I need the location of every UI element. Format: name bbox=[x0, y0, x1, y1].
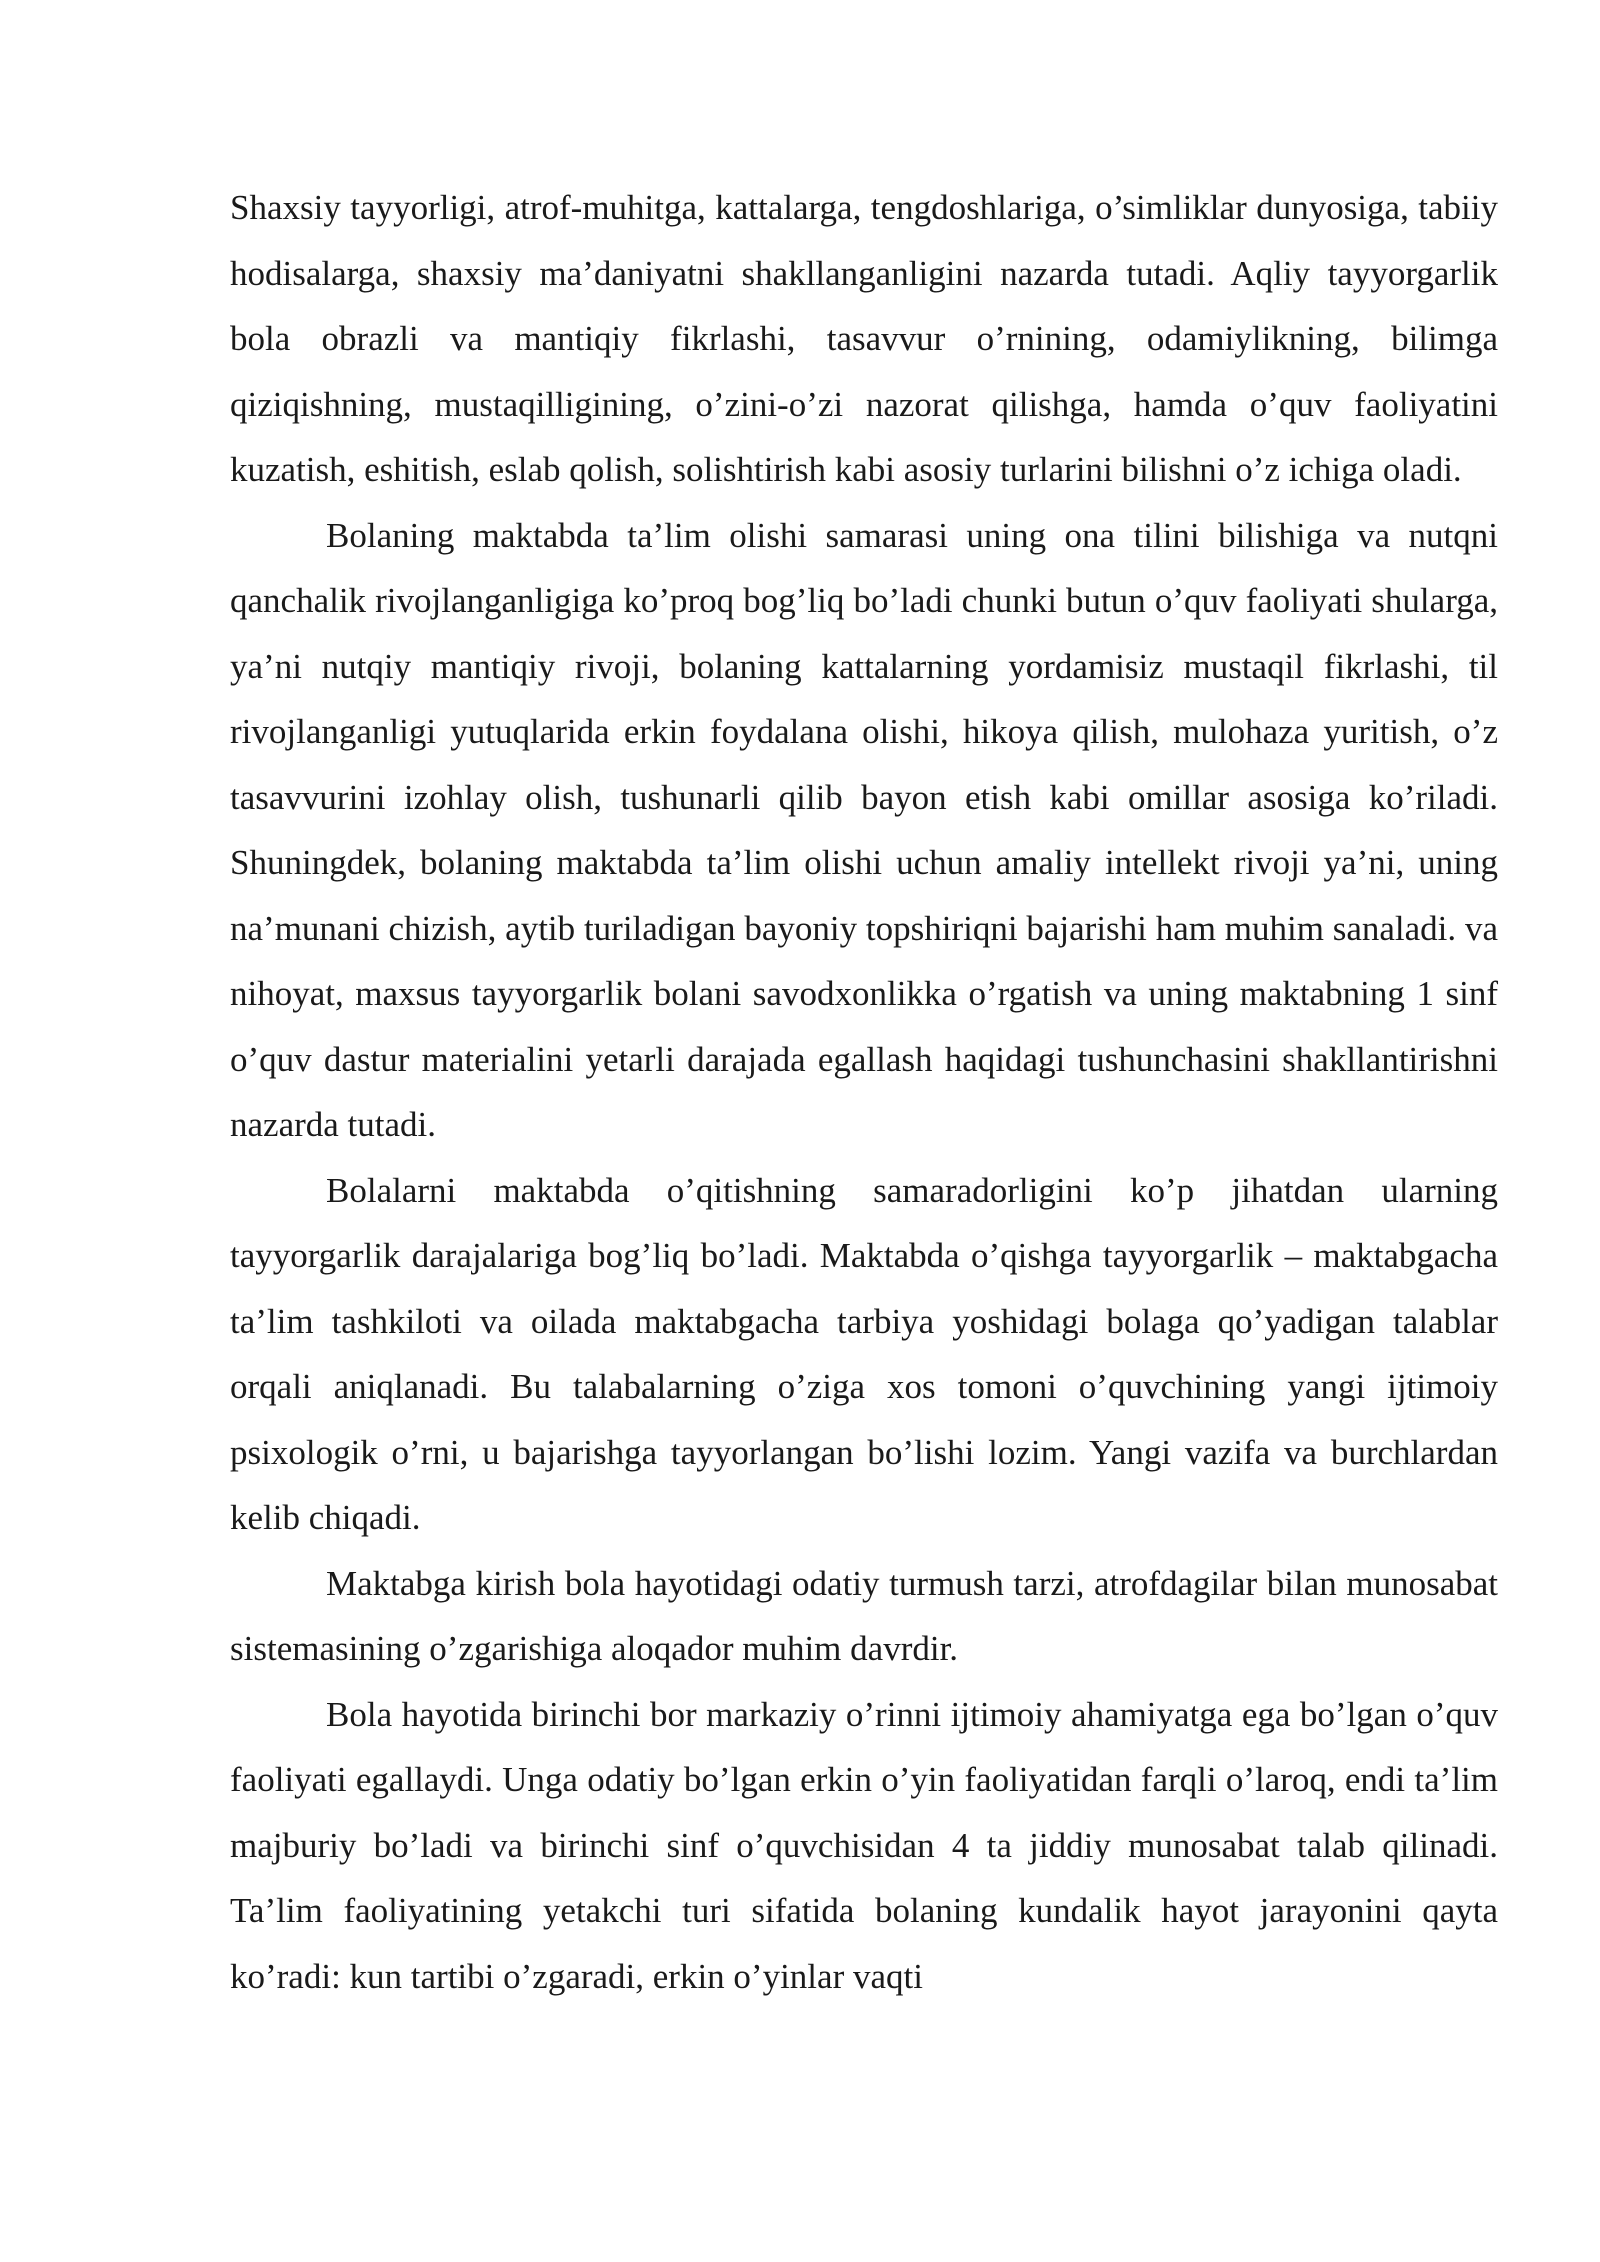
paragraph-2: Bolaning maktabda ta’lim olishi samarasi uning ona tilini bilishiga va nutqni qanchalik rivojlanganligiga ko’proq bog’liq bo’ladi chunki butun o’quv faoliyati shularga, ya’ni nutqiy mantiqiy rivoji, bolaning kattalarning yordamisiz mustaqil fikrlashi, til rivojlanganligi yutuqlarida erkin foydalana olishi, hikoya qilish, mulohaza yuritish, o’z tasavvurini izohlay olish, tushunarli qilib bayon etish kabi omillar asosiga ko’riladi. Shuningdek, bolaning maktabda ta’lim olishi uchun amaliy intellekt rivoji ya’ni, uning na’munani chizish, aytib turiladigan bayoniy topshiriqni bajarishi ham muhim sanaladi. va nihoyat, maxsus tayyorgarlik bolani savodxonlikka o’rgatish va uning maktabning 1 sinf o’quv dastur materialini yetarli darajada egallash haqidagi tushunchasini shakllantirishni nazarda tutadi. bbox=[230, 515, 1498, 1144]
paragraph-4: Maktabga kirish bola hayotidagi odatiy turmush tarzi, atrofdagilar bilan munosabat sistemasining o’zgarishiga aloqador muhim davrdir. bbox=[230, 1563, 1498, 1668]
paragraph-1: Shaxsiy tayyorligi, atrof-muhitga, kattalarga, tengdoshlariga, o’simliklar dunyosiga, tabiiy hodisalarga, shaxsiy ma’daniyatni shakllanganligini nazarda tutadi. Aqliy tayyorgarlik bola obrazli va mantiqiy fikrlashi, tasavvur o’rnining, odamiylikning, bilimga qiziqishning, mustaqilligining, o’zini-o’zi nazorat qilishga, hamda o’quv faoliyatini kuzatish, eshitish, eslab qolish, solishtirish kabi asosiy turlarini bilishni o’z ichiga oladi. bbox=[230, 188, 1498, 489]
paragraph-5: Bola hayotida birinchi bor markaziy o’rinni ijtimoiy ahamiyatga ega bo’lgan o’quv faoliyati egallaydi. Unga odatiy bo’lgan erkin o’yin faoliyatidan farqli o’laroq, endi ta’lim majburiy bo’ladi va birinchi sinf o’quvchisidan 4 ta jiddiy munosabat talab qilinadi. Ta’lim faoliyatining yetakchi turi sifatida bolaning kundalik hayot jarayonini qayta ko’radi: kun tartibi o’zgaradi, erkin o’yinlar vaqti bbox=[230, 1694, 1498, 1996]
paragraph-3: Bolalarni maktabda o’qitishning samaradorligini ko’p jihatdan ularning tayyorgarlik darajalariga bog’liq bo’ladi. Maktabda o’qishga tayyorgarlik – maktabgacha ta’lim tashkiloti va oilada maktabgacha tarbiya yoshidagi bolaga qo’yadigan talablar orqali aniqlanadi. Bu talabalarning o’ziga xos tomoni o’quvchining yangi ijtimoiy psixologik o’rni, u bajarishga tayyorlangan bo’lishi lozim. Yangi vazifa va burchlardan kelib chiqadi. bbox=[230, 1170, 1498, 1537]
document-body bbox=[230, 175, 1498, 2009]
